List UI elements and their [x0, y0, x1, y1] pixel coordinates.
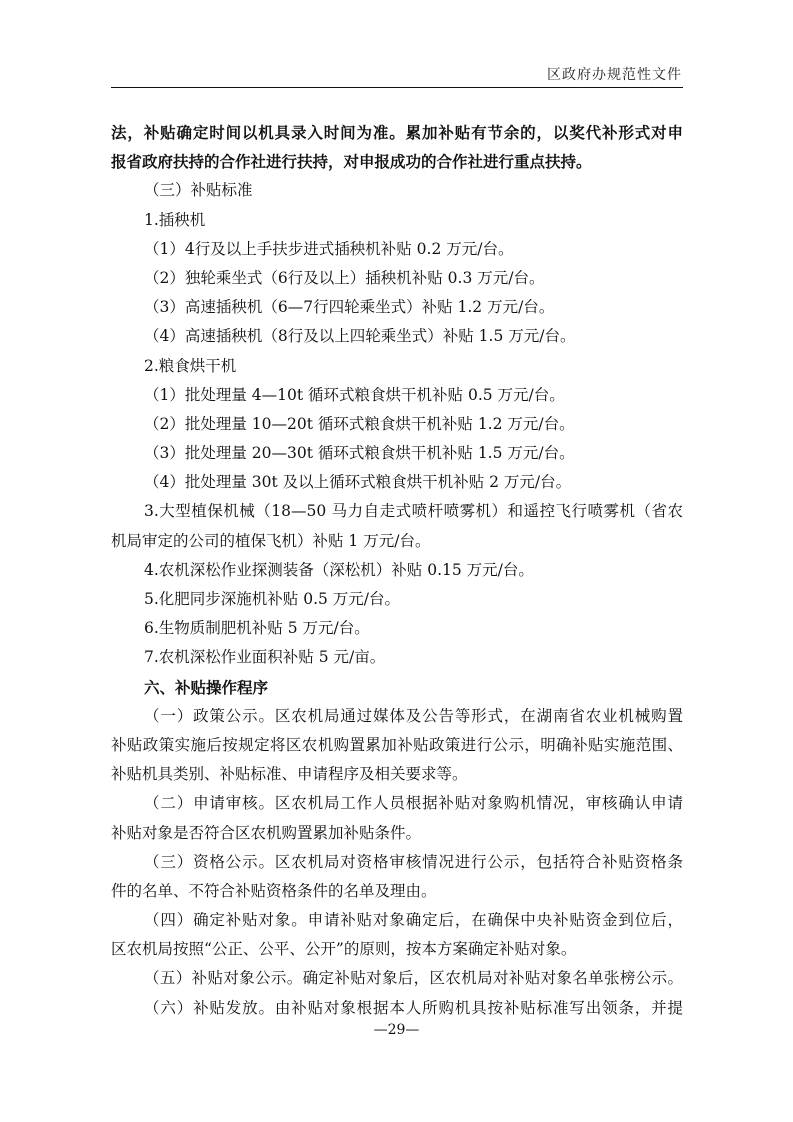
text-line: 补贴对象是否符合区农机购置累加补贴条件。 [111, 823, 422, 842]
text-line: （一）政策公示。区农机局通过媒体及公告等形式，在湖南省农业机械购置 [144, 706, 683, 725]
section-heading: （三）补贴标准 [144, 181, 253, 200]
subsection-heading: 2.粮食烘干机 [144, 356, 237, 375]
text-line: （2）独轮乘坐式（6行及以上）插秧机补贴 0.3 万元/台。 [144, 268, 545, 287]
document-body [111, 118, 683, 1023]
text-line: 补贴机具类别、补贴标准、申请程序及相关要求等。 [111, 765, 468, 784]
text-line: （3）批处理量 20—30t 循环式粮食烘干机补贴 1.5 万元/台。 [144, 444, 575, 463]
text-line: 4.农机深松作业探测装备（深松机）补贴 0.15 万元/台。 [144, 560, 534, 579]
text-line: 3.大型植保机械（18—50 马力自走式喷杆喷雾机）和遥控飞行喷雾机（省农 [144, 502, 683, 521]
page-number: —29— [373, 1022, 420, 1038]
text-line: （1）4行及以上手扶步进式插秧机补贴 0.2 万元/台。 [144, 239, 514, 258]
text-line: （三）资格公示。区农机局对资格审核情况进行公示，包括符合补贴资格条 [144, 852, 683, 871]
subsection-heading: 1.插秧机 [144, 210, 206, 229]
text-line: （六）补贴发放。由补贴对象根据本人所购机具按补贴标准写出领条，并提 [144, 998, 683, 1017]
header-title: 区政府办规范性文件 [547, 67, 682, 83]
text-line: 件的名单、不符合补贴资格条件的名单及理由。 [111, 881, 437, 900]
text-line: 机局审定的公司的植保飞机）补贴 1 万元/台。 [111, 531, 431, 550]
text-line: （2）批处理量 10—20t 循环式粮食烘干机补贴 1.2 万元/台。 [144, 414, 575, 433]
header-rule [111, 87, 683, 88]
text-line: （四）确定补贴对象。申请补贴对象确定后，在确保中央补贴资金到位后， [144, 911, 683, 930]
text-line: 5.化肥同步深施机补贴 0.5 万元/台。 [144, 590, 401, 608]
chapter-heading: 六、补贴操作程序 [144, 677, 269, 697]
text-line: （五）补贴对象公示。确定补贴对象后，区农机局对补贴对象名单张榜公示。 [144, 969, 683, 988]
text-line: （二）申请审核。区农机局工作人员根据补贴对象购机情况，审核确认申请 [144, 794, 683, 813]
text-line: （3）高速插秧机（6—7行四轮乘坐式）补贴 1.2 万元/台。 [144, 298, 555, 317]
text-line: （4）批处理量 30t 及以上循环式粮食烘干机补贴 2 万元/台。 [144, 473, 572, 492]
text-line: 法，补贴确定时间以机具录入时间为准。累加补贴有节余的，以奖代补形式对申 [111, 123, 683, 142]
text-line: 报省政府扶持的合作社进行扶持，对申报成功的合作社进行重点扶持。 [111, 152, 592, 172]
text-line: （4）高速插秧机（8行及以上四轮乘坐式）补贴 1.5 万元/台。 [144, 327, 576, 346]
text-line: 6.生物质制肥机补贴 5 万元/台。 [144, 619, 370, 638]
text-line: （1）批处理量 4—10t 循环式粮食烘干机补贴 0.5 万元/台。 [144, 385, 565, 404]
text-line: 区农机局按照“公正、公平、公开”的原则，按本方案确定补贴对象。 [111, 940, 577, 959]
text-line: 7.农机深松作业面积补贴 5 元/亩。 [144, 648, 386, 667]
text-line: 补贴政策实施后按规定将区农机购置累加补贴政策进行公示，明确补贴实施范围、 [111, 735, 683, 754]
